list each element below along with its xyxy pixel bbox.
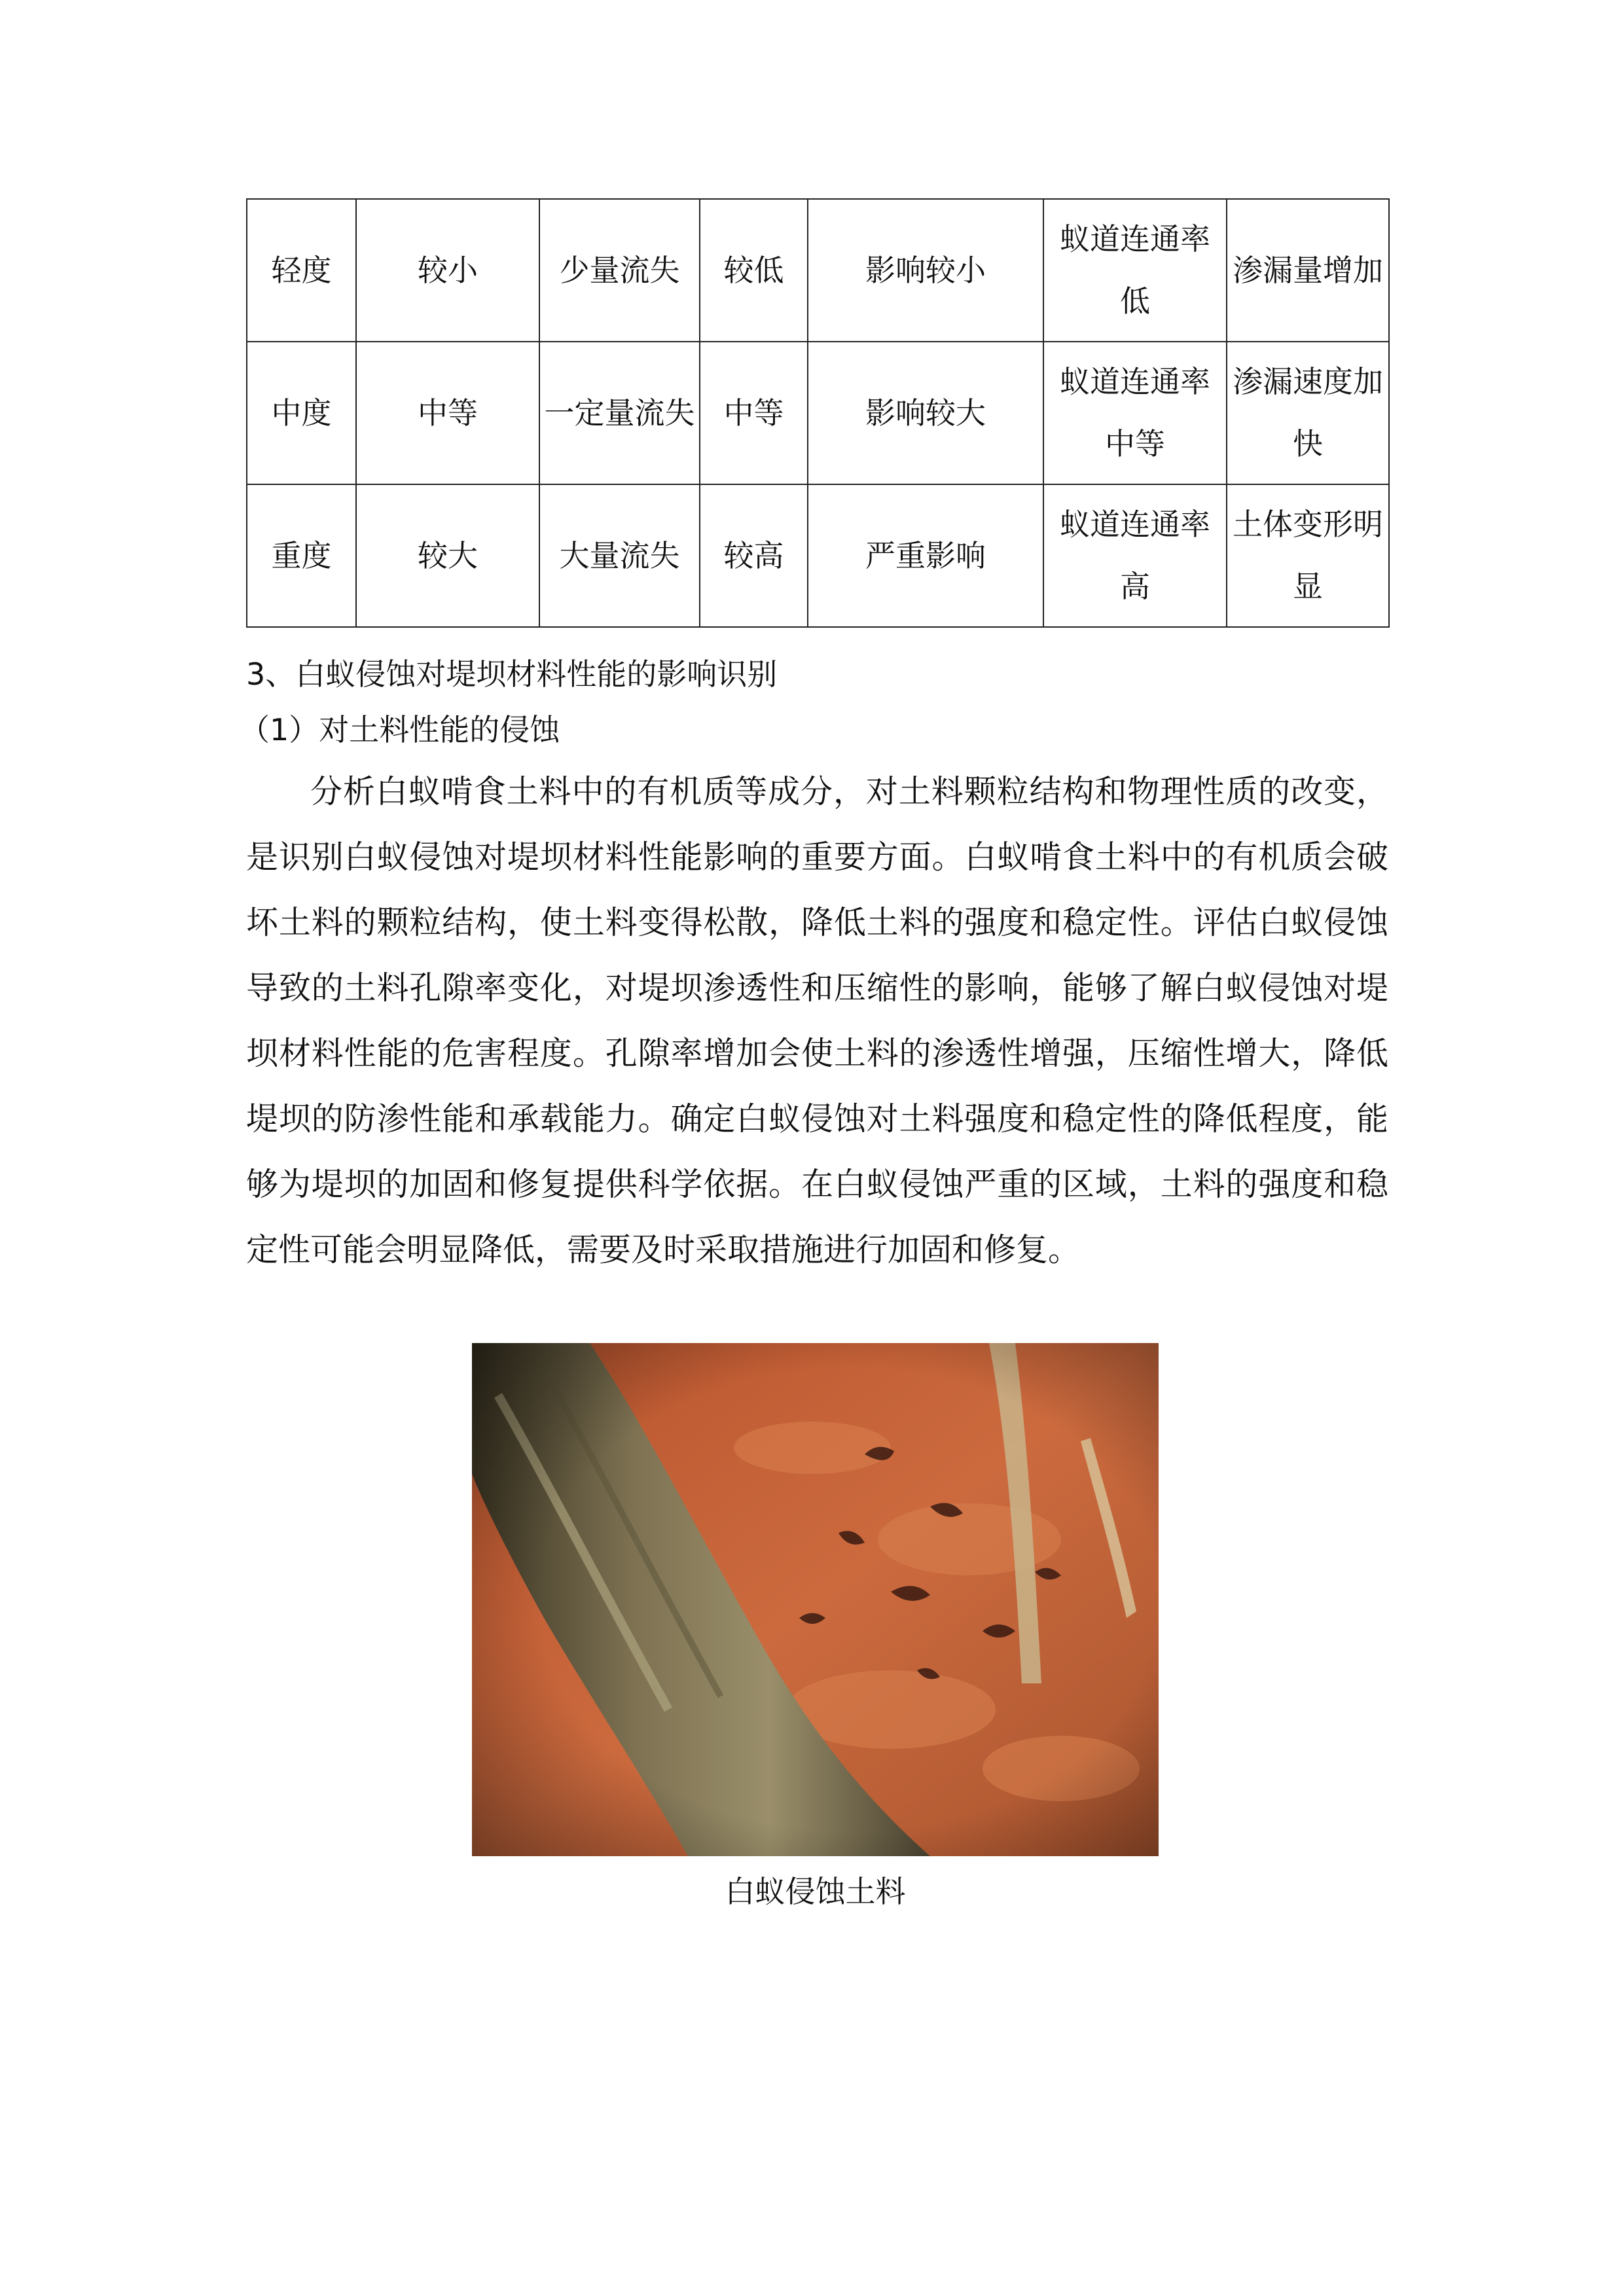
table-cell: 土体变形明显	[1227, 484, 1389, 627]
section-heading: 3、白蚁侵蚀对堤坝材料性能的影响识别	[246, 656, 778, 692]
figure-caption: 白蚁侵蚀土料	[725, 1874, 906, 1909]
table-cell: 蚁道连通率中等	[1043, 342, 1227, 484]
table-cell: 影响较大	[808, 342, 1043, 484]
table-row	[247, 342, 1389, 484]
table-cell: 影响较小	[808, 199, 1043, 342]
table-cell: 严重影响	[808, 484, 1043, 627]
table-cell: 较高	[700, 484, 808, 627]
subsection-heading: （1）对土料性能的侵蚀	[240, 712, 560, 747]
table-cell: 中等	[356, 342, 539, 484]
table-cell: 渗漏速度加快	[1227, 342, 1389, 484]
table-cell: 较大	[356, 484, 539, 627]
table-cell: 蚁道连通率低	[1043, 199, 1227, 342]
table-cell: 渗漏量增加	[1227, 199, 1389, 342]
table-cell: 大量流失	[539, 484, 700, 627]
body-paragraph: 分析白蚁啃食土料中的有机质等成分，对土料颗粒结构和物理性质的改变，是识别白蚁侵蚀对堤坝材料性能影响的重要方面。白蚁啃食土料中的有机质会破坏土料的颗粒结构，使土料变得松散，降低土料的强度和稳定性。评估白蚁侵蚀导致的土料孔隙率变化，对堤坝渗透性和压缩性的影响，能够了解白蚁侵蚀对堤坝材料性能的危害程度。孔隙率增加会使土料的渗透性增强，压缩性增大，降低堤坝的防渗性能和承载能力。确定白蚁侵蚀对土料强度和稳定性的降低程度，能够为堤坝的加固和修复提供科学依据。在白蚁侵蚀严重的区域，土料的强度和稳定性可能会明显降低，需要及时采取措施进行加固和修复。	[246, 773, 1388, 1268]
table-row	[247, 199, 1389, 342]
table-cell: 一定量流失	[539, 342, 700, 484]
table-cell: 少量流失	[539, 199, 700, 342]
table-cell: 重度	[247, 484, 356, 627]
termite-soil-photo	[472, 1343, 1159, 1856]
table-row	[247, 484, 1389, 627]
table-cell: 较小	[356, 199, 539, 342]
table-cell: 中度	[247, 342, 356, 484]
table-cell: 中等	[700, 342, 808, 484]
table-cell: 轻度	[247, 199, 356, 342]
erosion-degree-table	[246, 198, 1390, 628]
table-cell: 蚁道连通率高	[1043, 484, 1227, 627]
table-cell: 较低	[700, 199, 808, 342]
